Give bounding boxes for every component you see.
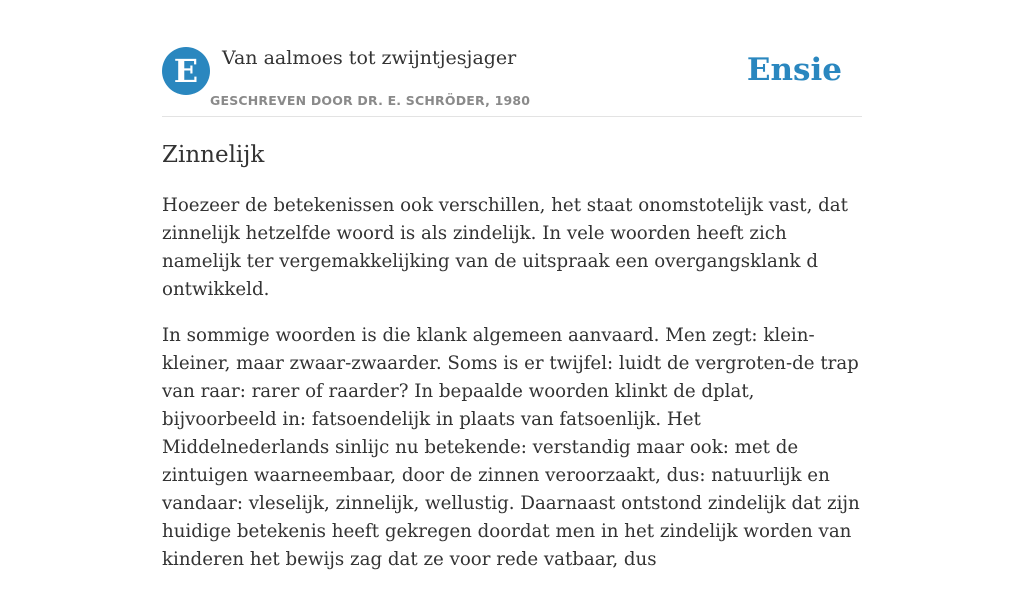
- book-title-link[interactable]: Van aalmoes tot zwijntjesjager: [222, 47, 517, 69]
- entry-paragraph: Hoezeer de betekenissen ook verschillen, het staat onomstotelijk vast, dat zinnelijk hetzelfde woord is als zindelijk. In vele woorden heeft zich namelijk ter vergemakkelijking van de uitspraak een overgangsklank d ontwikkeld.: [162, 195, 848, 300]
- ensie-logo-icon[interactable]: E: [162, 47, 210, 95]
- entry-content: [162, 140, 864, 592]
- author-byline: GESCHREVEN DOOR DR. E. SCHRÖDER, 1980: [210, 93, 531, 108]
- brand-logo-link[interactable]: Ensie: [746, 52, 842, 88]
- page-header: [162, 46, 862, 117]
- entry-title: Zinnelijk: [162, 142, 265, 168]
- entry-paragraph: In sommige woorden is die klank algemeen aanvaard. Men zegt: klein-kleiner, maar zwaar-zwaarder. Soms is er twijfel: luidt de vergroten-de trap van raar: rarer of raarder? In bepaalde woorden klinkt de dplat, bijvoorbeeld in: fatsoendelijk in plaats van fatsoenlijk. Het Middelnederlands sinlijc nu betekende: verstandig maar ook: met de zintuigen waarneembaar, door de zinnen veroorzaakt, dus: natuurlijk en vandaar: vleselijk, zinnelijk, wellustig. Daarnaast ontstond zindelijk dat zijn huidige betekenis heeft gekregen doordat men in het zindelijk worden van kinderen het bewijs zag dat ze voor rede vatbaar, dus: [162, 325, 860, 570]
